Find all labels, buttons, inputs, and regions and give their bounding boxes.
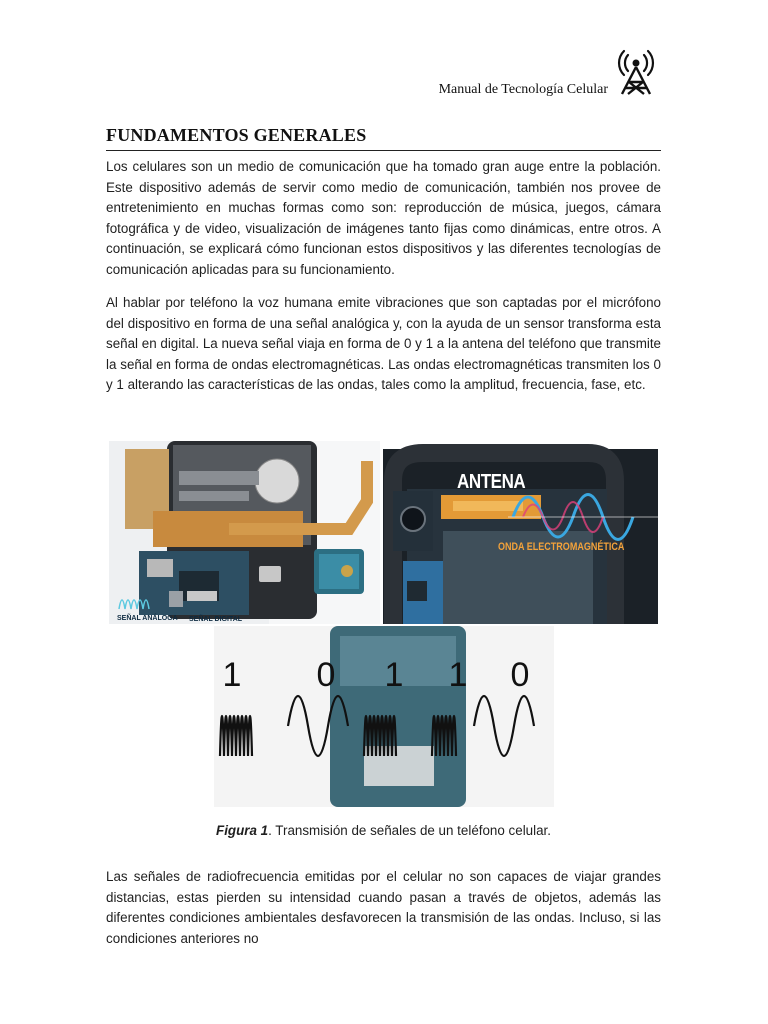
- label-electromagnetic-wave: ONDA ELECTROMAGNÉTICA: [498, 541, 625, 553]
- figure-phone-circuit: [109, 441, 380, 624]
- figure-caption: [106, 823, 661, 838]
- paragraph-signal: Al hablar por teléfono la voz humana emite vibraciones que son captadas por el micrófono del dispositivo en forma de una señal analógica y, con la ayuda de un sensor transforma esta señal en digital. La nueva señal viaja en forma de 0 y 1 a la antena del teléfono que transmite la señal en forma de ondas electromagnéticas. Las ondas electromagnéticas transmiten los 0 y 1 alterando las características de las ondas, tales como la amplitud, frecuencia, fase, etc.: [106, 295, 661, 393]
- antenna-tower-icon: [617, 48, 655, 96]
- figure-caption-number: Figura 1: [216, 823, 269, 838]
- label-digital-signal: SEÑAL DIGITAL: [189, 616, 243, 623]
- bit-label: 1: [222, 656, 242, 694]
- label-antenna: ANTENA: [457, 471, 526, 493]
- paragraph-radiofrequency: Las señales de radiofrecuencia emitidas por el celular no son capaces de viajar grandes distancias, estas pierden su intensidad cuando pasan a través de objetos, además las diferentes condiciones ambientales desfavorecen la transmisión de las ondas. Incluso, si las condiciones anteriores no: [106, 869, 661, 946]
- bit-label: 0: [316, 656, 336, 694]
- bit-label: 1: [384, 656, 404, 694]
- paragraph-intro: Los celulares son un medio de comunicación que ha tomado gran auge entre la población. Este dispositivo además de servir como medio de comunicación, también nos provee de entretenimiento en muchas formas como son: reproducción de música, juegos, cámara fotográfica y de video, visualización de imágenes tanto fijas como dinámicas, entre otros. A continuación, se explicará cómo funcionan estos dispositivos y las diferentes tecnologías de comunicación aplicadas para su funcionamiento.: [106, 159, 661, 277]
- label-analog-signal: SEÑAL ANÁLOGA: [117, 615, 178, 622]
- bit-label: 0: [510, 656, 530, 694]
- section-title: FUNDAMENTOS GENERALES: [106, 125, 661, 151]
- header-title: Manual de Tecnología Celular: [438, 82, 608, 97]
- figure-antenna: [383, 441, 658, 624]
- figure-bits-waveform: [214, 626, 554, 807]
- figure-caption-text: . Transmisión de señales de un teléfono celular.: [268, 823, 551, 838]
- bit-label: 1: [448, 656, 468, 694]
